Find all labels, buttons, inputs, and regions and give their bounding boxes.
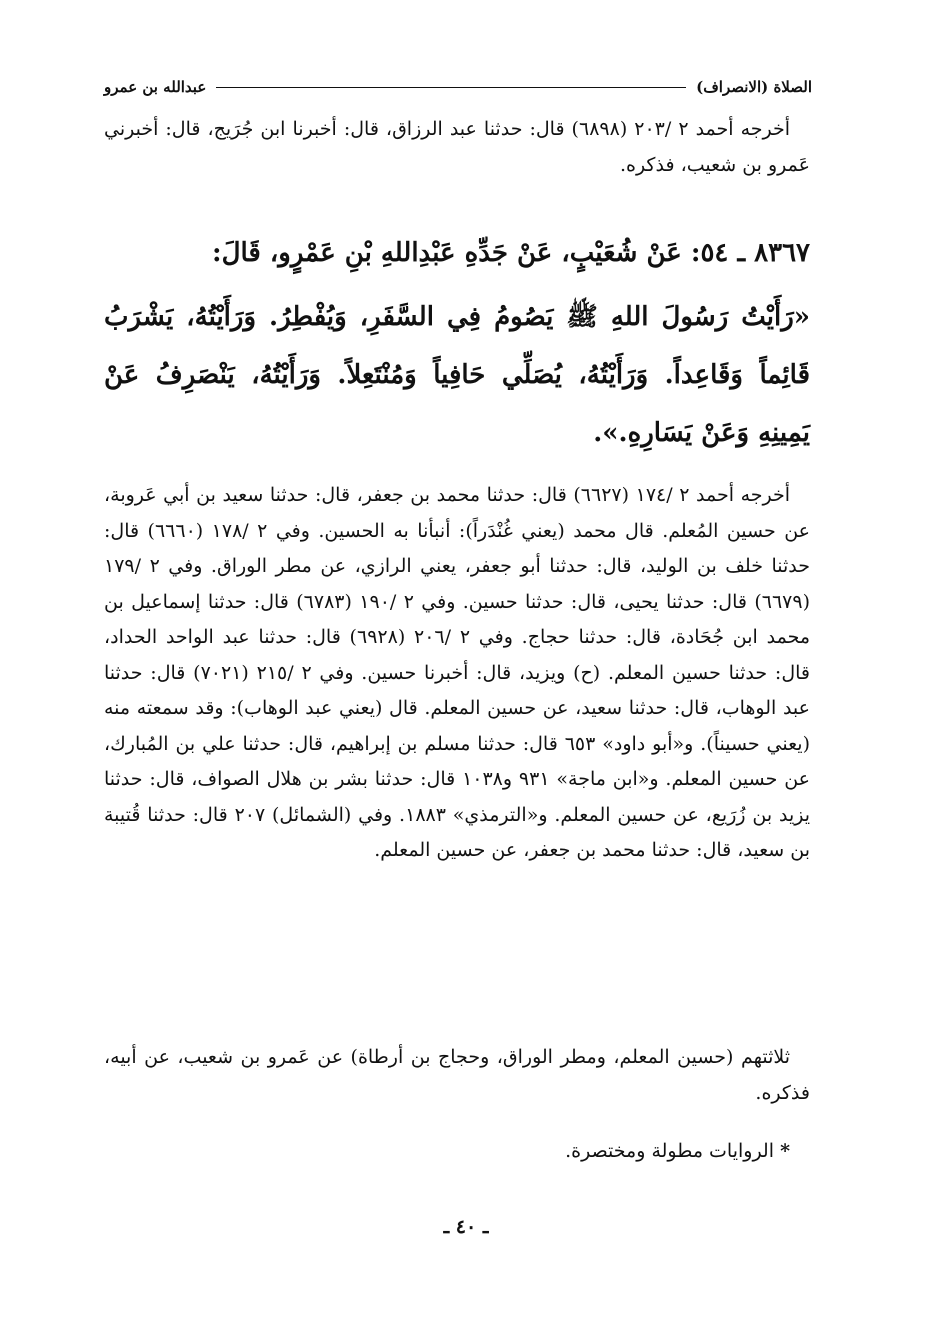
- takhrij-paragraph: أخرجه أحمد ٢ /١٧٤ (٦٦٢٧) قال: حدثنا محمد بن جعفر، قال: حدثنا سعيد بن أبي عَروبة، عن حسين المُعلم. قال محمد (يعني غُنْدَراً): أنبأنا به الحسين. وفي ٢ /١٧٨ (٦٦٦٠) قال: حدثنا خلف بن الوليد، قال: حدثنا أبو جعفر، يعني الرازي، عن مطر الوراق. وفي ٢ /١٧٩ (٦٦٧٩) قال: حدثنا يحيى، قال: حدثنا حسين. وفي ٢ /١٩٠ (٦٧٨٣) قال: حدثنا إسماعيل بن محمد ابن جُحَادة، قال: حدثنا حجاج. وفي ٢ /٢٠٦ (٦٩٢٨) قال: حدثنا عبد الواحد الحداد، قال: حدثنا حسين المعلم. (ح) ويزيد، قال: أخبرنا حسين. وفي ٢ /٢١٥ (٧٠٢١) قال: حدثنا عبد الوهاب، قال: حدثنا سعيد، عن حسين المعلم. قال (يعني عبد الوهاب): وقد سمعته منه (يعني حسيناً). و«أبو داود» ٦٥٣ قال: حدثنا مسلم بن إبراهيم، قال: حدثنا علي بن المُبارك، عن حسين المعلم. و«ابن ماجة» ٩٣١ و١٠٣٨ قال: حدثنا بشر بن هلال الصواف، قال: حدثنا يزيد بن زُرَيع، عن حسين المعلم. و«الترمذي» ١٨٨٣. وفي (الشمائل) ٢٠٧ قال: حدثنا قُتيبة بن سعيد، قال: حدثنا محمد بن جعفر، عن حسين المعلم.: [104, 484, 811, 861]
- hadith-text: «رَأَيْتُ رَسُولَ اللهِ ﷺ يَصُومُ فِي السَّفَرِ، وَيُفْطِرُ. وَرَأَيْتُهُ، يَشْرَبُ قَائِماً وَقَاعِداً. وَرَأَيْتُهُ، يُصَلِّي حَافِياً وَمُنْتَعِلاً. وَرَأَيْتُهُ، يَنْصَرِفُ عَنْ يَمِينِهِ وَعَنْ يَسَارِهِ.».: [104, 302, 810, 448]
- narrator-name: عبدالله بن عمرو: [104, 78, 207, 96]
- header-rule: [216, 87, 686, 88]
- previous-takhrij-paragraph: أخرجه أحمد ٢ /٢٠٣ (٦٨٩٨) قال: حدثنا عبد الرزاق، قال: أخبرنا ابن جُرَيج، قال: أخبرني عَمرو بن شعيب، فذكره.: [104, 118, 810, 176]
- summary-paragraph: ثلاثتهم (حسين المعلم، ومطر الوراق، وحجاج بن أرطاة) عن عَمرو بن شعيب، عن أبيه، فذكره.: [104, 1046, 810, 1104]
- page-number: ـ ٤٠ ـ: [443, 1216, 489, 1238]
- hadith-heading: ٨٣٦٧ ـ ٥٤: عَنْ شُعَيْبٍ، عَنْ جَدِّهِ عَبْدِاللهِ بْنِ عَمْرٍو، قَالَ:: [212, 238, 810, 268]
- section-title: الصلاة (الانصراف): [696, 78, 812, 96]
- note-text: الروايات مطولة ومختصرة.: [565, 1140, 775, 1162]
- note-paragraph: [104, 1134, 810, 1170]
- running-header: [104, 72, 812, 102]
- note-marker: *: [780, 1140, 790, 1162]
